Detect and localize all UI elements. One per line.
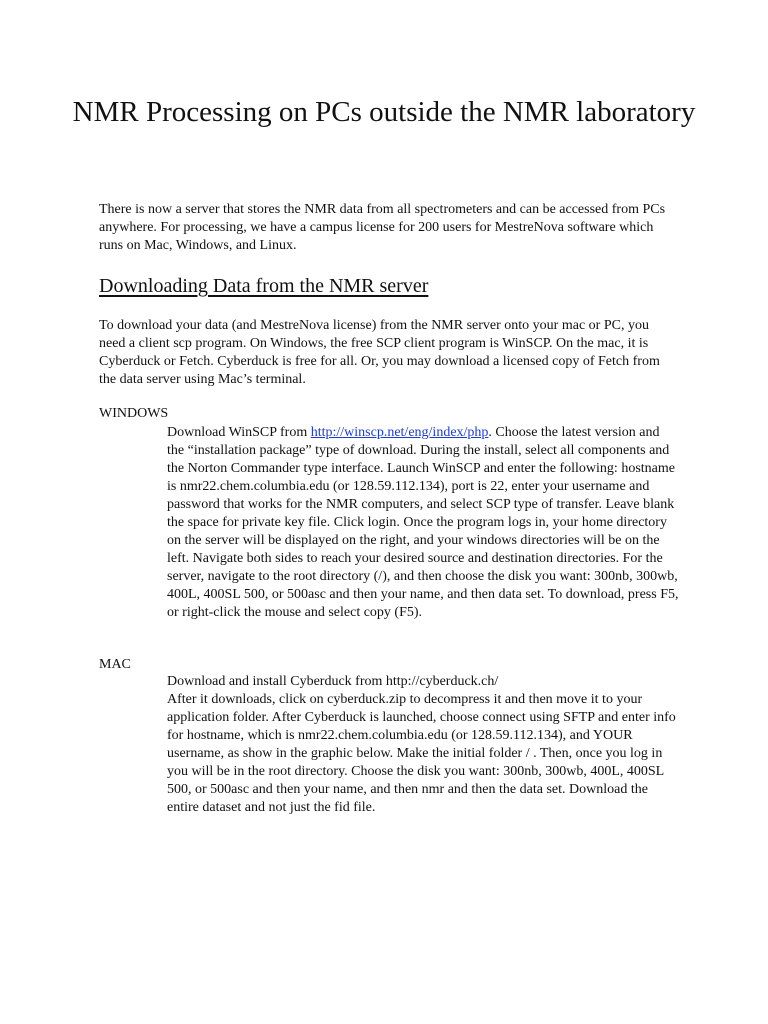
mac-instructions: After it downloads, click on cyberduck.zip to decompress it and then move it to your application folder. After Cyberduck is launched, choose connect using SFTP and enter info for hostname, which is nmr22.chem.columbia.edu (or 128.59.112.134), and YOUR username, as show in the graphic below. Make the initial folder / . Then, once you log in you will be in the root directory. Choose the disk you want: 300nb, 300wb, 400L, 400SL 500, or 500asc and then your name, and then nmr and then the data set. Download the entire dataset and not just the fid file. xyxy=(167,692,676,815)
windows-text-before-link: Download WinSCP from xyxy=(167,425,311,440)
windows-text-after-link: . Choose the latest version and the “installation package” type of download. During the install, select all components and the Norton Commander type interface. Launch WinSCP and enter the following: hostname is nmr22.chem.columbia.edu (or 128.59.112.134), port is 22, enter your username and password that works for the NMR computers, and select SCP type of transfer. Leave blank the space for private key file. Click login. Once the program logs in, your home directory on the server will be displayed on the right, and your windows directories will be on the left. Navigate both sides to reach your desired source and destination directories. For the server, navigate to the root directory (/), and then choose the disk you want: 300nb, 300wb, 400L, 400SL 500, or 500asc and then your name, and then data set. To download, press F5, or right-click the mouse and select copy (F5). xyxy=(167,425,679,620)
intro-paragraph: There is now a server that stores the NMR data from all spectrometers and can be accessed from PCs anywhere. For processing, we have a campus license for 200 users for MestreNova software which runs on Mac, Windows, and Linux. xyxy=(99,202,666,253)
section-intro-paragraph: To download your data (and MestreNova license) from the NMR server onto your mac or PC, you need a client scp program. On Windows, the free SCP client program is WinSCP. On the mac, it is Cyberduck or Fetch. Cyberduck is free for all. Or, you may download a licensed copy of Fetch from the data server using Mac’s terminal. xyxy=(99,318,660,387)
page-title: NMR Processing on PCs outside the NMR laboratory xyxy=(72,96,696,128)
windows-instructions xyxy=(167,424,679,622)
windows-label: WINDOWS xyxy=(99,406,169,421)
mac-label: MAC xyxy=(99,657,131,672)
mac-download-line: Download and install Cyberduck from http://cyberduck.ch/ xyxy=(167,674,499,689)
section-heading: Downloading Data from the NMR server xyxy=(99,275,429,297)
winscp-link[interactable]: http://winscp.net/eng/index/php xyxy=(310,425,489,440)
